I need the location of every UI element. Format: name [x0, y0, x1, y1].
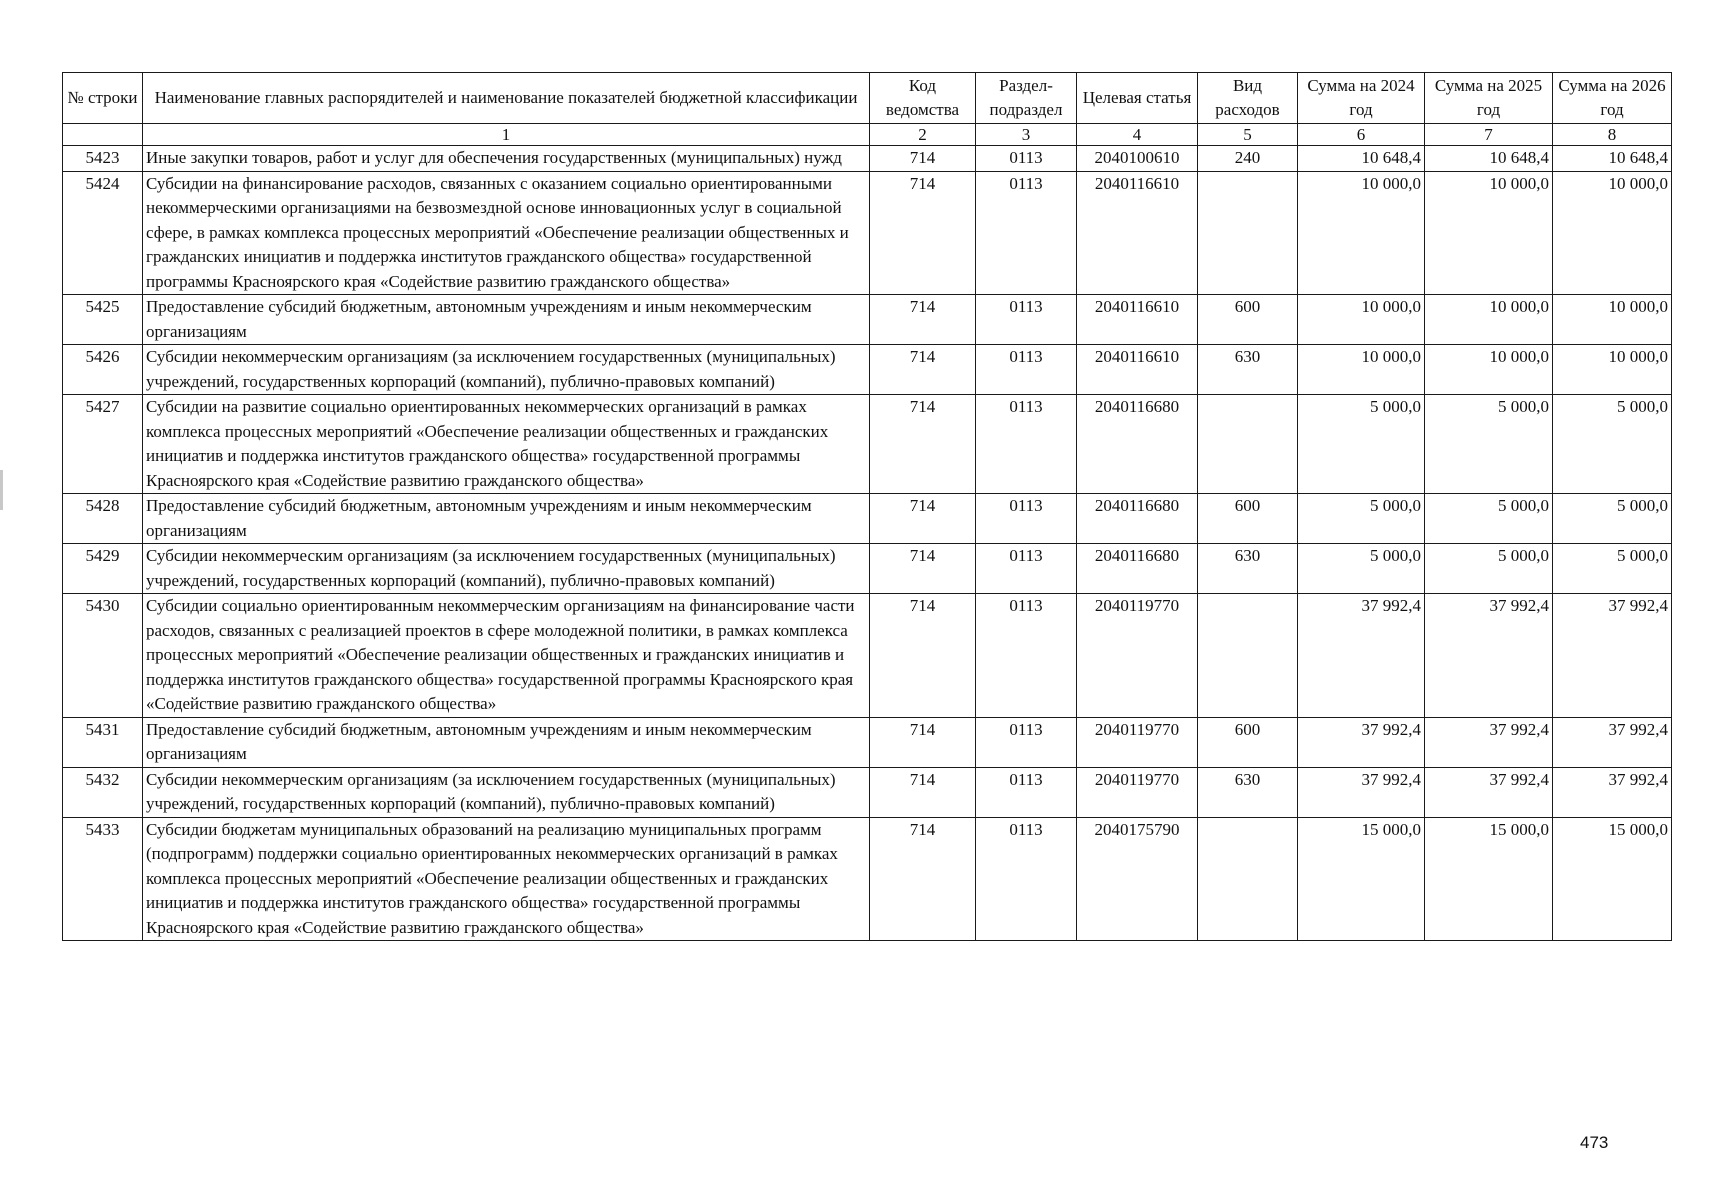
colnum-3: 3	[976, 124, 1077, 146]
row-section: 0113	[976, 146, 1077, 172]
row-sum-2026: 5 000,0	[1553, 544, 1672, 594]
colnum-7: 7	[1425, 124, 1553, 146]
row-expense-type	[1198, 594, 1298, 718]
row-sum-2024: 37 992,4	[1298, 594, 1425, 718]
header-section: Раздел-подраздел	[976, 73, 1077, 124]
row-target-article: 2040116610	[1077, 295, 1198, 345]
row-target-article: 2040100610	[1077, 146, 1198, 172]
colnum-6: 6	[1298, 124, 1425, 146]
header-sum-2026: Сумма на 2026 год	[1553, 73, 1672, 124]
row-target-article: 2040119770	[1077, 594, 1198, 718]
row-name: Субсидии социально ориентированным некоммерческим организациям на финансирование части расходов, связанных с реализацией проектов в сфере молодежной политики, в рамках комплекса процессных мероприятий «Обеспечение реализации общественных и гражданских инициатив и поддержка институтов гражданского общества» государственной программы Красноярского края «Содействие развитию гражданского общества»	[143, 594, 870, 718]
column-number-row	[63, 124, 1672, 146]
row-section: 0113	[976, 817, 1077, 941]
table-row	[63, 594, 1672, 718]
row-expense-type: 600	[1198, 295, 1298, 345]
row-expense-type: 240	[1198, 146, 1298, 172]
row-number: 5423	[63, 146, 143, 172]
row-dept-code: 714	[870, 767, 976, 817]
row-target-article: 2040119770	[1077, 717, 1198, 767]
table-row	[63, 717, 1672, 767]
table-row	[63, 817, 1672, 941]
row-name: Предоставление субсидий бюджетным, автономным учреждениям и иным некоммерческим организациям	[143, 295, 870, 345]
row-number: 5427	[63, 395, 143, 494]
colnum-0	[63, 124, 143, 146]
table-row	[63, 395, 1672, 494]
row-sum-2024: 5 000,0	[1298, 494, 1425, 544]
row-sum-2025: 10 000,0	[1425, 171, 1553, 295]
row-sum-2024: 5 000,0	[1298, 395, 1425, 494]
row-number: 5433	[63, 817, 143, 941]
row-sum-2024: 15 000,0	[1298, 817, 1425, 941]
row-sum-2026: 37 992,4	[1553, 767, 1672, 817]
row-dept-code: 714	[870, 295, 976, 345]
row-sum-2026: 37 992,4	[1553, 594, 1672, 718]
row-section: 0113	[976, 544, 1077, 594]
header-name: Наименование главных распорядителей и наименование показателей бюджетной классификации	[143, 73, 870, 124]
row-sum-2025: 10 648,4	[1425, 146, 1553, 172]
row-sum-2024: 10 000,0	[1298, 171, 1425, 295]
header-sum-2024: Сумма на 2024 год	[1298, 73, 1425, 124]
row-sum-2026: 10 000,0	[1553, 295, 1672, 345]
row-sum-2026: 5 000,0	[1553, 494, 1672, 544]
row-target-article: 2040116610	[1077, 171, 1198, 295]
row-sum-2025: 37 992,4	[1425, 594, 1553, 718]
row-target-article: 2040116680	[1077, 494, 1198, 544]
header-target-article: Целевая статья	[1077, 73, 1198, 124]
row-target-article: 2040116680	[1077, 544, 1198, 594]
row-name: Предоставление субсидий бюджетным, автономным учреждениям и иным некоммерческим организациям	[143, 717, 870, 767]
row-dept-code: 714	[870, 171, 976, 295]
row-name: Предоставление субсидий бюджетным, автономным учреждениям и иным некоммерческим организациям	[143, 494, 870, 544]
row-section: 0113	[976, 717, 1077, 767]
row-dept-code: 714	[870, 345, 976, 395]
row-expense-type: 630	[1198, 345, 1298, 395]
row-expense-type: 630	[1198, 544, 1298, 594]
row-name: Субсидии на финансирование расходов, связанных с оказанием социально ориентированными некоммерческими организациями на безвозмездной основе инновационных услуг в социальной сфере, в рамках комплекса процессных мероприятий «Обеспечение реализации общественных и гражданских инициатив и поддержка институтов гражданского общества» государственной программы Красноярского края «Содействие развитию гражданского общества»	[143, 171, 870, 295]
row-sum-2026: 15 000,0	[1553, 817, 1672, 941]
row-number: 5428	[63, 494, 143, 544]
row-sum-2025: 10 000,0	[1425, 295, 1553, 345]
row-sum-2024: 10 648,4	[1298, 146, 1425, 172]
row-name: Субсидии некоммерческим организациям (за исключением государственных (муниципальных) учреждений, государственных корпораций (компаний), публично-правовых компаний)	[143, 767, 870, 817]
colnum-8: 8	[1553, 124, 1672, 146]
row-section: 0113	[976, 295, 1077, 345]
colnum-4: 4	[1077, 124, 1198, 146]
row-dept-code: 714	[870, 817, 976, 941]
row-expense-type: 630	[1198, 767, 1298, 817]
row-section: 0113	[976, 594, 1077, 718]
row-target-article: 2040119770	[1077, 767, 1198, 817]
row-number: 5430	[63, 594, 143, 718]
row-number: 5431	[63, 717, 143, 767]
row-section: 0113	[976, 395, 1077, 494]
row-sum-2026: 10 000,0	[1553, 171, 1672, 295]
row-dept-code: 714	[870, 395, 976, 494]
colnum-5: 5	[1198, 124, 1298, 146]
row-section: 0113	[976, 494, 1077, 544]
row-dept-code: 714	[870, 544, 976, 594]
row-expense-type: 600	[1198, 717, 1298, 767]
row-target-article: 2040116680	[1077, 395, 1198, 494]
row-number: 5424	[63, 171, 143, 295]
row-name: Субсидии некоммерческим организациям (за исключением государственных (муниципальных) учреждений, государственных корпораций (компаний), публично-правовых компаний)	[143, 544, 870, 594]
table-row	[63, 146, 1672, 172]
row-sum-2026: 37 992,4	[1553, 717, 1672, 767]
table-header-row	[63, 73, 1672, 124]
table-row	[63, 544, 1672, 594]
row-name: Субсидии бюджетам муниципальных образований на реализацию муниципальных программ (подпрограмм) поддержки социально ориентированных некоммерческих организаций в рамках комплекса процессных мероприятий «Обеспечение реализации общественных и гражданских инициатив и поддержка институтов гражданского общества» государственной программы Красноярского края «Содействие развитию гражданского общества»	[143, 817, 870, 941]
row-sum-2024: 10 000,0	[1298, 295, 1425, 345]
row-sum-2025: 37 992,4	[1425, 767, 1553, 817]
table-row	[63, 171, 1672, 295]
table-row	[63, 494, 1672, 544]
table-row	[63, 345, 1672, 395]
row-name: Субсидии некоммерческим организациям (за исключением государственных (муниципальных) учреждений, государственных корпораций (компаний), публично-правовых компаний)	[143, 345, 870, 395]
row-name: Субсидии на развитие социально ориентированных некоммерческих организаций в рамках комплекса процессных мероприятий «Обеспечение реализации общественных и гражданских инициатив и поддержка институтов гражданского общества» государственной программы Красноярского края «Содействие развитию гражданского общества»	[143, 395, 870, 494]
row-sum-2025: 5 000,0	[1425, 395, 1553, 494]
row-dept-code: 714	[870, 594, 976, 718]
header-dept-code: Код ведомства	[870, 73, 976, 124]
row-expense-type: 600	[1198, 494, 1298, 544]
row-sum-2025: 15 000,0	[1425, 817, 1553, 941]
row-sum-2025: 37 992,4	[1425, 717, 1553, 767]
header-sum-2025: Сумма на 2025 год	[1425, 73, 1553, 124]
header-row-number: № строки	[63, 73, 143, 124]
row-section: 0113	[976, 345, 1077, 395]
row-number: 5426	[63, 345, 143, 395]
row-number: 5429	[63, 544, 143, 594]
row-section: 0113	[976, 171, 1077, 295]
row-name: Иные закупки товаров, работ и услуг для обеспечения государственных (муниципальных) нужд	[143, 146, 870, 172]
row-sum-2026: 10 000,0	[1553, 345, 1672, 395]
row-expense-type	[1198, 817, 1298, 941]
table-row	[63, 767, 1672, 817]
row-expense-type	[1198, 395, 1298, 494]
colnum-2: 2	[870, 124, 976, 146]
row-number: 5425	[63, 295, 143, 345]
row-sum-2025: 5 000,0	[1425, 544, 1553, 594]
row-dept-code: 714	[870, 717, 976, 767]
row-number: 5432	[63, 767, 143, 817]
row-sum-2024: 10 000,0	[1298, 345, 1425, 395]
budget-table	[62, 72, 1672, 941]
row-sum-2024: 5 000,0	[1298, 544, 1425, 594]
row-target-article: 2040175790	[1077, 817, 1198, 941]
scan-edge-mark	[0, 470, 3, 510]
row-sum-2024: 37 992,4	[1298, 717, 1425, 767]
row-sum-2025: 10 000,0	[1425, 345, 1553, 395]
row-sum-2026: 5 000,0	[1553, 395, 1672, 494]
row-sum-2024: 37 992,4	[1298, 767, 1425, 817]
header-expense-type: Вид расходов	[1198, 73, 1298, 124]
row-dept-code: 714	[870, 146, 976, 172]
row-sum-2025: 5 000,0	[1425, 494, 1553, 544]
row-sum-2026: 10 648,4	[1553, 146, 1672, 172]
row-target-article: 2040116610	[1077, 345, 1198, 395]
colnum-1: 1	[143, 124, 870, 146]
page-number: 473	[1580, 1133, 1609, 1152]
row-expense-type	[1198, 171, 1298, 295]
table-row	[63, 295, 1672, 345]
row-section: 0113	[976, 767, 1077, 817]
row-dept-code: 714	[870, 494, 976, 544]
